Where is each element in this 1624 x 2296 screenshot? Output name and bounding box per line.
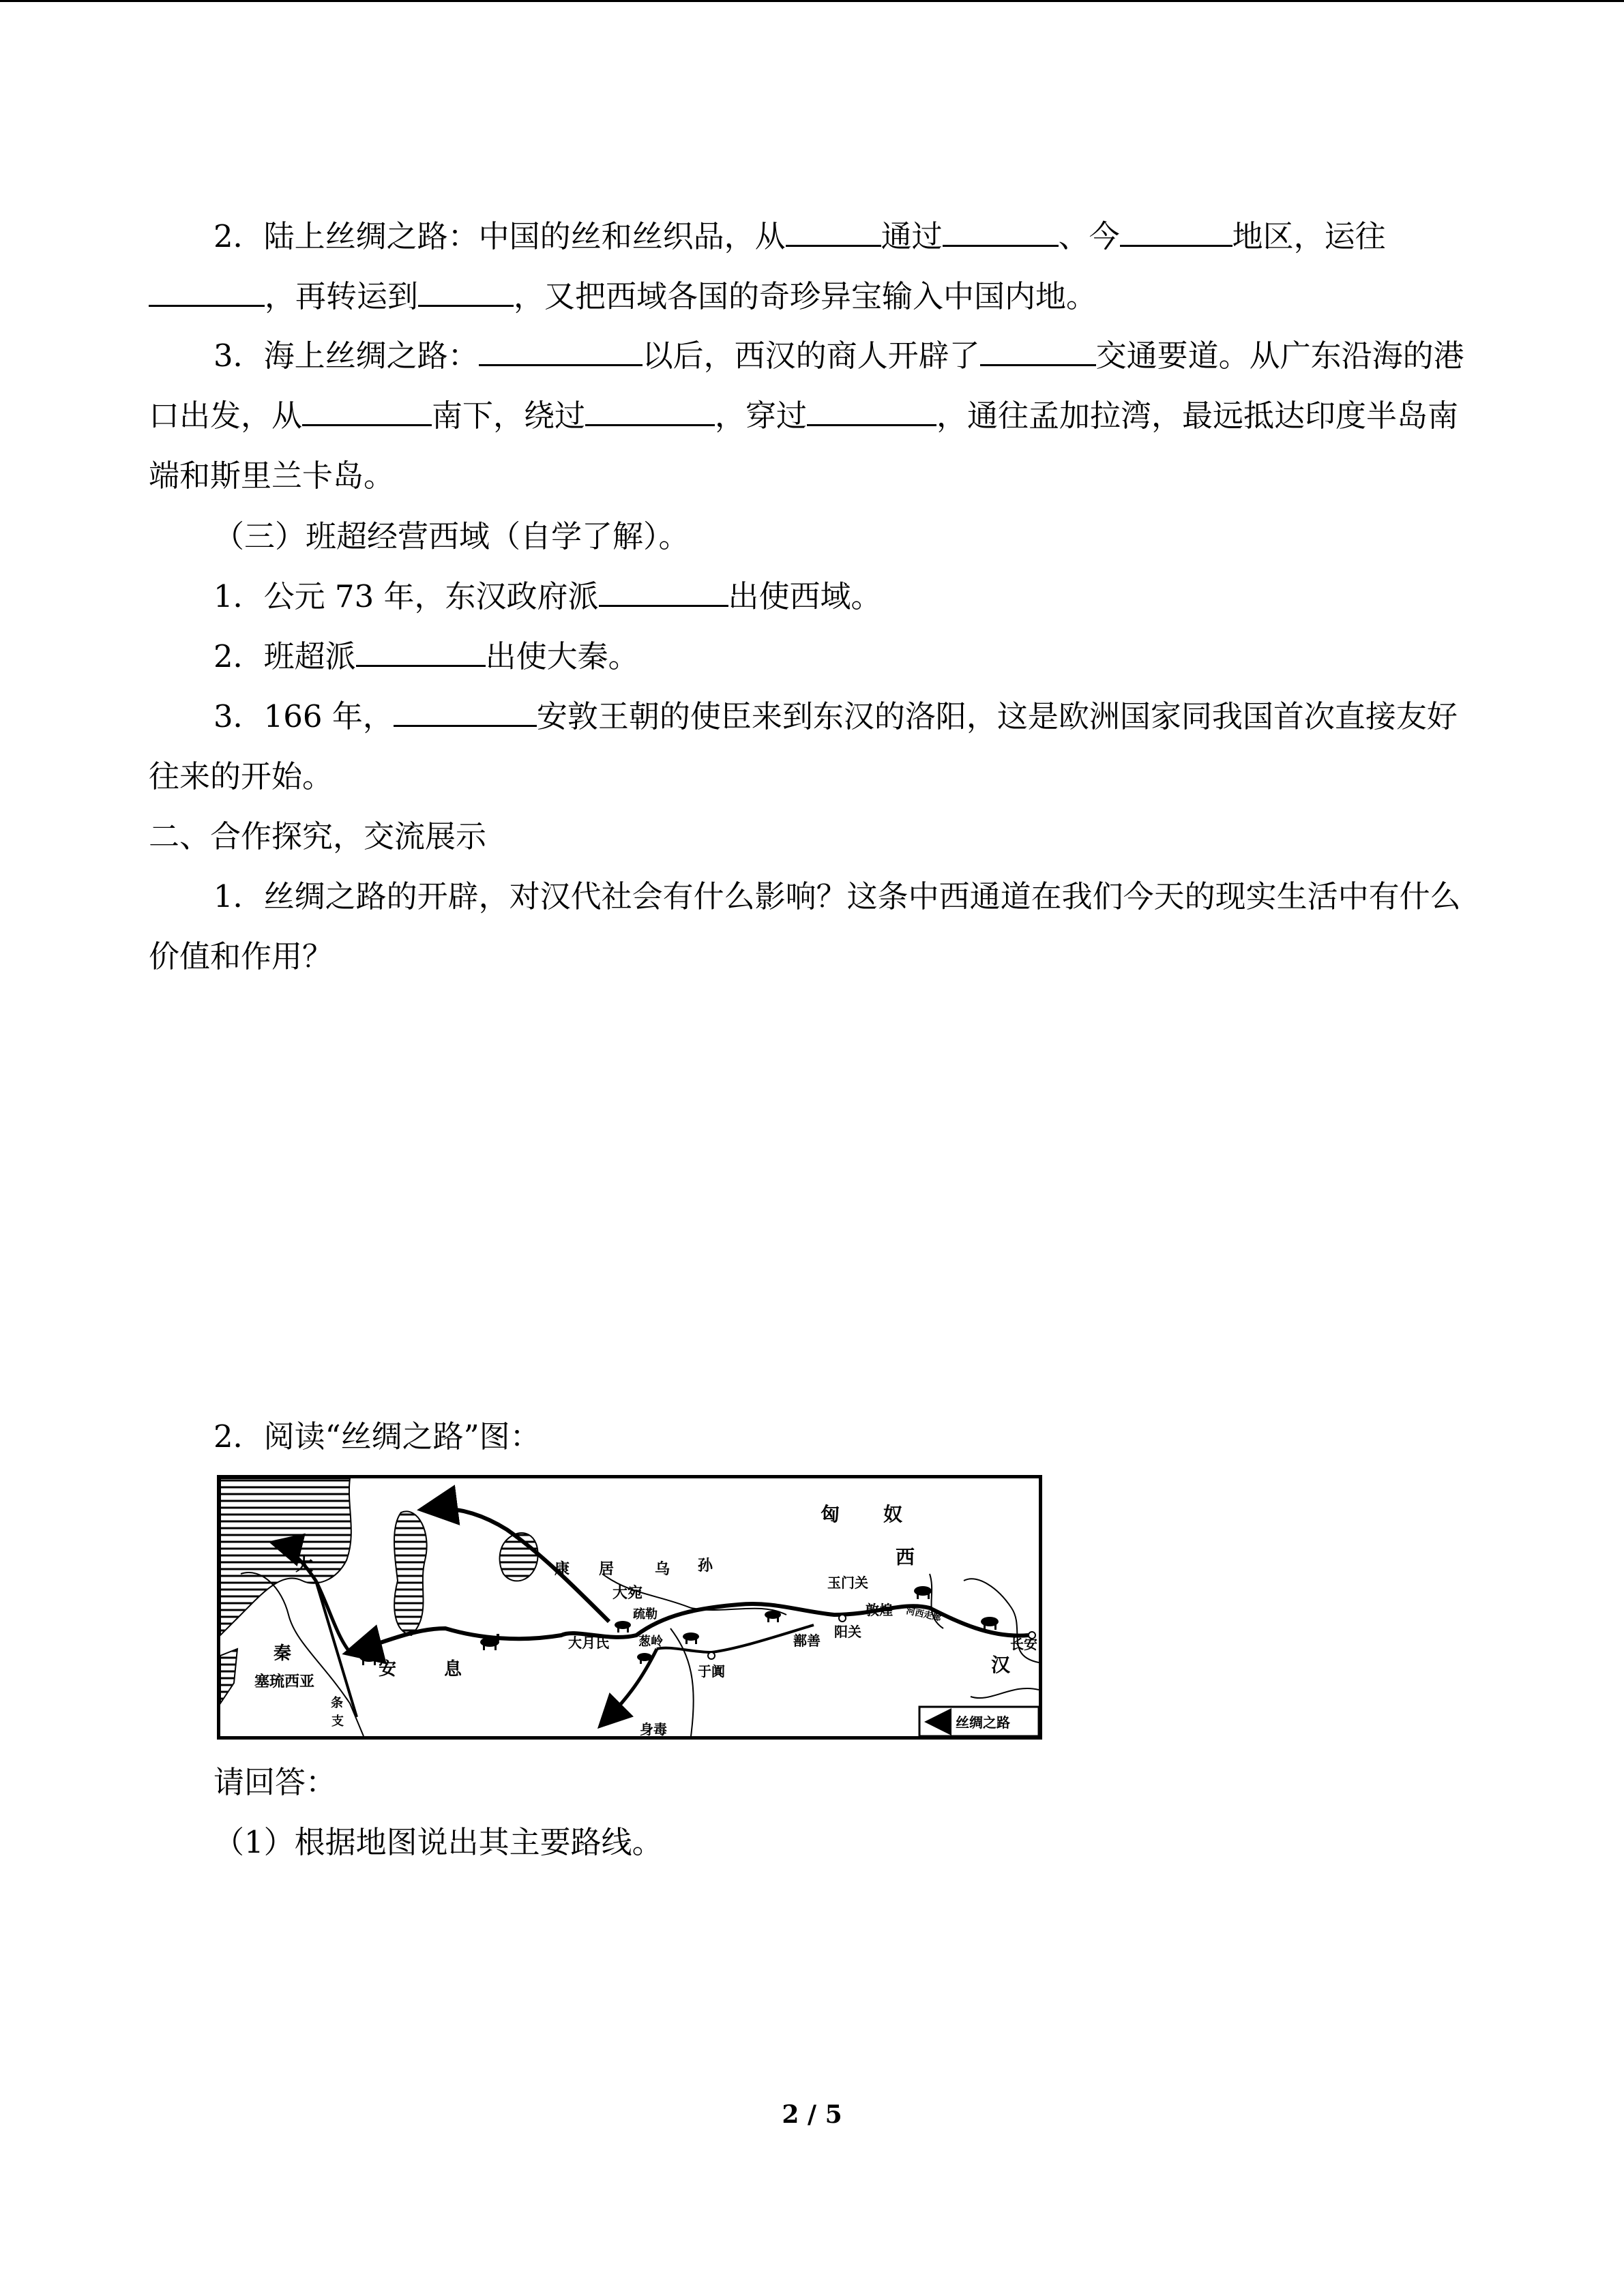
- text-fragment: 以后，西汉的商人开辟了: [642, 338, 980, 374]
- text-fragment: 1．公元 73 年，东汉政府派: [213, 578, 599, 614]
- answer-blank[interactable]: [980, 337, 1096, 366]
- map-label: 息: [444, 1659, 462, 1680]
- map-label: 身毒: [640, 1721, 667, 1736]
- map-graphic: [220, 1478, 1039, 1736]
- yumenguan-marker: [839, 1615, 846, 1622]
- text-fragment: ，再转运到: [265, 278, 419, 314]
- map-label: 葱岭: [638, 1635, 663, 1649]
- answer-blank[interactable]: [302, 397, 432, 426]
- text-fragment: 2．班超派: [213, 638, 356, 674]
- text-fragment: 出使大秦。: [485, 638, 639, 674]
- map-label: 汉: [991, 1654, 1011, 1676]
- answer-prompt: 请回答：: [213, 1764, 337, 1800]
- map-label: 秦: [274, 1643, 292, 1664]
- map-label: 于阗: [698, 1663, 725, 1680]
- map-label: 奴: [883, 1503, 903, 1525]
- map-label: 鄯善: [793, 1632, 821, 1649]
- map-label: 玉门关: [827, 1575, 868, 1591]
- ban-chao-question-2: [149, 627, 1479, 687]
- text-fragment: 安敦王朝的使臣来到东汉的洛阳，这是欧洲国家同我国首次直接友好往来的开始。: [149, 698, 1458, 794]
- answer-blank[interactable]: [418, 278, 514, 307]
- answer-blank[interactable]: [356, 638, 486, 667]
- text-fragment: ，穿过: [715, 398, 808, 434]
- answer-blank[interactable]: [807, 397, 936, 426]
- text-fragment: 南下，绕过: [432, 398, 586, 434]
- ban-chao-question-3: [149, 687, 1479, 807]
- answer-blank[interactable]: [943, 218, 1059, 247]
- map-label: 敦煌: [866, 1602, 893, 1618]
- map-label: 居: [599, 1561, 615, 1578]
- sea-area: [220, 1649, 237, 1703]
- map-label: 匈: [821, 1503, 840, 1525]
- text-fragment: 3．166 年，: [213, 698, 394, 734]
- map-label: 安: [379, 1659, 397, 1680]
- camel-icons: [359, 1586, 999, 1665]
- answer-blank[interactable]: [585, 397, 715, 426]
- text-fragment: 3．海上丝绸之路：: [213, 338, 479, 374]
- map-legend: [919, 1707, 1039, 1736]
- ban-chao-question-1: [149, 567, 1479, 627]
- discussion-question-2: 2．阅读“丝绸之路”图：: [213, 1418, 541, 1455]
- river: [670, 1628, 694, 1736]
- map-label: 塞琉西亚: [254, 1673, 315, 1690]
- silk-road-map: [217, 1475, 1042, 1740]
- text-fragment: 、今: [1058, 218, 1120, 254]
- text-fragment: 通过: [881, 218, 943, 254]
- subsection-heading: （三）班超经营西域（自学了解）。: [213, 518, 690, 554]
- river: [971, 1688, 1039, 1698]
- text-fragment: ，通往孟加拉湾，最远抵达印度半岛南端和斯里兰卡岛。: [149, 398, 1459, 494]
- text-fragment: 2．陆上丝绸之路：中国的丝和丝织品，从: [213, 218, 786, 254]
- map-label: 大月氏: [568, 1635, 609, 1651]
- yutian-marker: [708, 1652, 715, 1659]
- page-top-border: [0, 0, 1624, 2]
- text-fragment: 地区，运往: [1232, 218, 1386, 254]
- answer-blank[interactable]: [786, 218, 881, 247]
- answer-blank[interactable]: [394, 698, 537, 727]
- answer-blank[interactable]: [149, 278, 265, 307]
- legend-label: 丝绸之路: [956, 1714, 1010, 1731]
- land-silk-road-question: [149, 207, 1479, 327]
- answer-blank[interactable]: [1120, 218, 1232, 247]
- map-label: 疏勒: [633, 1607, 658, 1622]
- page-number: 2 / 5: [782, 2100, 842, 2129]
- map-label: 大: [295, 1555, 314, 1575]
- map-label: 长安: [1010, 1636, 1037, 1652]
- map-label: 阳关: [834, 1624, 861, 1640]
- sea-silk-road-question: [149, 326, 1479, 506]
- text-fragment: ，又把西域各国的奇珍异宝输入中国内地。: [514, 278, 1097, 314]
- text-fragment: 交通要道。从广东沿海的港口出发，从: [149, 338, 1464, 434]
- map-label: 西: [896, 1546, 915, 1568]
- map-label: 康: [555, 1561, 570, 1578]
- map-label: 河西走廊: [905, 1606, 943, 1624]
- text-fragment: 出使西域。: [728, 578, 882, 614]
- discussion-question-1: 1．丝绸之路的开辟，对汉代社会有什么影响？这条中西通道在我们今天的现实生活中有什么价值和作用？: [149, 878, 1461, 974]
- mediterranean-sea: [220, 1478, 351, 1635]
- map-label: 支: [331, 1714, 344, 1729]
- caspian-sea: [394, 1511, 427, 1635]
- answer-blank[interactable]: [479, 337, 643, 366]
- sub-question-1: （1）根据地图说出其主要路线。: [213, 1824, 663, 1860]
- answer-blank[interactable]: [599, 578, 728, 607]
- map-label: 孙: [698, 1557, 713, 1575]
- silk-road-route-south: [657, 1625, 814, 1652]
- map-label: 大宛: [612, 1585, 643, 1602]
- map-label: 条: [331, 1696, 343, 1710]
- section-heading: 二、合作探究，交流展示: [149, 818, 487, 854]
- map-label: 乌: [655, 1561, 670, 1578]
